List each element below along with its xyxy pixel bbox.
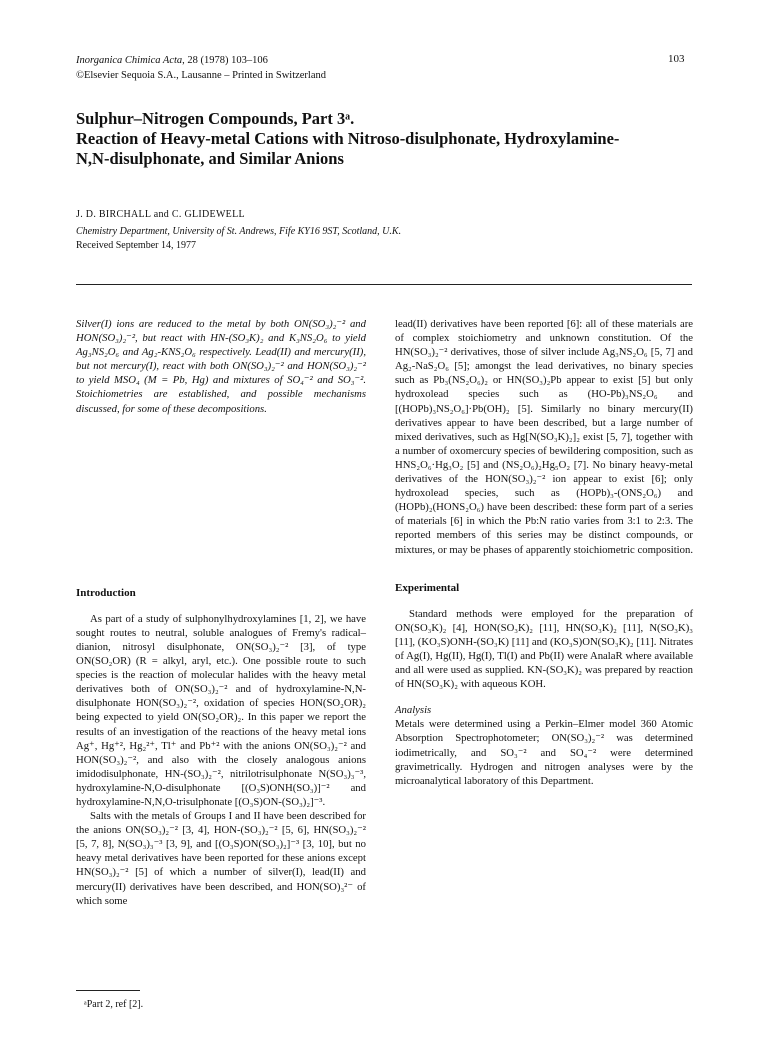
footnote-divider <box>76 990 140 991</box>
authors: J. D. BIRCHALL and C. GLIDEWELL <box>76 209 245 220</box>
page-number: 103 <box>668 53 685 65</box>
article-title <box>76 109 716 169</box>
received-date: Received September 14, 1977 <box>76 240 196 251</box>
analysis-heading: Analysis <box>395 704 432 717</box>
experimental-heading: Experimental <box>395 581 460 594</box>
journal-citation <box>76 53 326 68</box>
title-line-1: Sulphur–Nitrogen Compounds, Part 3ᵃ. <box>76 109 355 128</box>
introduction-paragraph-1: As part of a study of sulphonylhydroxylamines [1, 2], we have sought routes to neutral, soluble analogues of Fremy's radical–dianion, nitrosyl disulphonate, ON(SO₃)₂⁻² [3], of type ON(SO₂OR) (R = alkyl, aryl, etc.). One possible route to such species is the reaction of molecular halides with the heavy metal derivatives both of ON(SO₃)₂⁻² and of hydroxylamine-N,N-disulphonate HON(SO₃)₂⁻², oxidation of species HON(SO₂OR)₂ being expected to yield ON(SO₂OR)₂. In this paper we report the results of an investigation of the reactions of the heavy metal ions Ag⁺, Hg⁺², Hg₂²⁺, Tl⁺ and Pb⁺² with the anions ON(SO₃)₂⁻² and HON(SO₃)₂⁻², and also with the closely analogous anions imidodisulphonate, HN-(SO₃)₂⁻², nitrilotrisulphonate N(SO₃)₃⁻³, hydroxylamine-N,O-disulphonate [(O₃S)ONH(SO₃)]⁻² and hydroxylamine-N,N,O-trisulphonate [(O₃S)ON-(SO₃)₂]⁻³. <box>76 612 366 808</box>
journal-name: Inorganica Chimica Acta <box>76 55 183 66</box>
title-line-3: N,N-disulphonate, and Similar Anions <box>76 149 344 168</box>
introduction-paragraph-2: Salts with the metals of Groups I and II have been described for the anions ON(SO₃)₂⁻² [3, 4], HON-(SO₃)₂⁻² [5, 6], HN(SO₃)₂⁻² [5, 7, 8], N(SO₃)₃⁻³ [3, 9], and [(O₃S)ON(SO₃)₂]⁻³ [3, 10], but no heavy metal derivatives have been reported for these anions except HN(SO₃)₂⁻² [5] of which a number of silver(I), lead(II) and mercury(II) derivatives have been described, and HON(SO)₃²⁻ of which some <box>76 810 366 907</box>
affiliation: Chemistry Department, University of St. Andrews, Fife KY16 9ST, Scotland, U.K. <box>76 226 402 237</box>
left-column <box>76 317 366 908</box>
title-line-2: Reaction of Heavy-metal Cations with Nitroso-disulphonate, Hydroxylamine- <box>76 129 620 148</box>
experimental-paragraph: Standard methods were employed for the preparation of ON(SO₃K)₂ [4], HON(SO₃K)₂ [11], HN(SO₃K)₂ [11], N(SO₃K)₃ [11], (KO₃S)ONH-(SO₃K) [11] and (KO₃S)ON(SO₃K)₂ [11]. Nitrates of Ag(I), Hg(II), Hg(I), Tl(I) and Pb(II) were AnalaR where available and all were used as supplied. KN-(SO₃K)₂ was prepared by reaction of HN(SO₃K)₂ with aqueous KOH. <box>395 607 693 691</box>
analysis-paragraph: Metals were determined using a Perkin–Elmer model 360 Atomic Absorption Spectrophotometer; ON(SO₃)₂⁻² was determined iodimetrically, and SO₃⁻² and SO₄⁻² were determined gravimetrically. Hydrogen and nitrogen analyses were by the microanalytical laboratory of this Department. <box>395 718 693 787</box>
continued-paragraph: lead(II) derivatives have been reported [6]: all of these materials are of complex stoichiometry and unknown constitution. Of the HN(SO₃)₂⁻² derivatives, those of silver include Ag₃NS₂O₆ [5, 7] and Ag₂-NaS₂O₆ [5]; amongst the lead derivatives, no binary species such as Pb₃(NS₂O₆)₂ or HN(SO₃)₂Pb appear to exist [5] but only hydroxolead species such as (HO-Pb)₃NS₂O₆ and [(HOPb)₃NS₂O₆]·Pb(OH)₂ [5]. Similarly no binary mercury(II) derivatives appear to have been described, but a large number of mixed derivatives, such as Hg[N(SO₃K)₂]₂ exist [5, 7], together with a number of oxomercury species of bewildering composition, such as HNS₂O₆·Hg₃O₂ [5] and (NS₂O₆)₂Hg₅O₂ [7]. No binary heavy-metal derivatives of the HON(SO₃)₂⁻² ion appear to exist [6]; only hydroxolead species, such as (HOPb)₃-(ONS₂O₆) and (HOPb)₂(HONS₂O₆) have been described: these form part of a series of materials [6] in which the Pb:N ratio varies from 3:1 to 2:3. The reported members of this series may be distinct compounds, or mixtures, or may be phases of apparently stoichiometric composition. <box>395 318 693 556</box>
abstract: Silver(I) ions are reduced to the metal by both ON(SO₃)₂⁻² and HON(SO₃)₂⁻², but react with HN-(SO₃K)₂ and K₃NS₂O₆ to yield Ag₃NS₂O₆ and Ag₂-KNS₂O₆ respectively. Lead(II) and mercury(II), but not mercury(I), react with both ON(SO₃)₂⁻² and HON(SO₃)₂⁻² to yield MSO₄ (M = Pb, Hg) and mixtures of SO₄⁻² and SO₃⁻². Stoichiometries are established, and possible mechanisms discussed, for some of these decompositions. <box>76 318 366 415</box>
journal-volume: , 28 (1978) 103–106 <box>182 55 268 66</box>
publisher-line: ©Elsevier Sequoia S.A., Lausanne – Printed in Switzerland <box>76 70 327 81</box>
footnote: ᵃPart 2, ref [2]. <box>84 999 144 1010</box>
introduction-heading: Introduction <box>76 586 136 599</box>
header-divider <box>76 284 692 285</box>
journal-header <box>76 53 326 83</box>
right-column <box>395 317 693 788</box>
